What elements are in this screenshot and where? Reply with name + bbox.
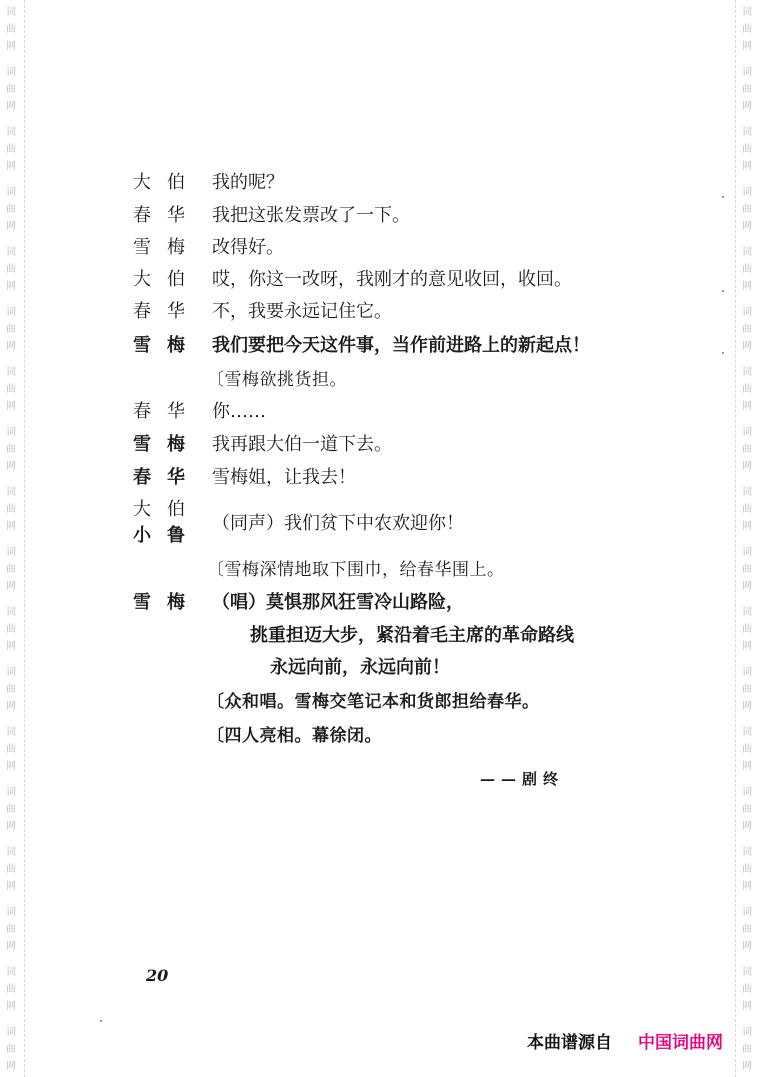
watermark-char: 网 (6, 1061, 16, 1072)
watermark-char: 曲 (742, 804, 752, 815)
watermark-char: 词 (742, 127, 752, 138)
watermark-char: 网 (6, 641, 16, 652)
watermark-char: 曲 (742, 684, 752, 695)
dialogue-line: （同声）我们贫下中农欢迎你！ (212, 513, 464, 534)
watermark-char: 词 (6, 547, 16, 558)
scan-speck (722, 352, 724, 354)
watermark-char: 曲 (742, 624, 752, 635)
speaker-label-top: 大伯 (133, 499, 201, 520)
watermark-char: 网 (6, 1001, 16, 1012)
watermark-char: 网 (742, 101, 752, 112)
watermark-char: 词 (6, 787, 16, 798)
watermark-char: 网 (742, 161, 752, 172)
left-watermark-column (2, 0, 20, 1077)
watermark-char: 曲 (6, 1044, 16, 1055)
watermark-char: 网 (742, 761, 752, 772)
watermark-char: 曲 (6, 924, 16, 935)
watermark-char: 网 (6, 701, 16, 712)
watermark-char: 词 (742, 1027, 752, 1038)
dialogue-line: 改得好。 (212, 237, 284, 258)
speaker-label: 春华 (133, 401, 201, 422)
dialogue-line: 我把这张发票改了一下。 (212, 205, 410, 226)
watermark-char: 曲 (742, 1044, 752, 1055)
left-edge-line (24, 0, 25, 1077)
watermark-char: 词 (742, 667, 752, 678)
watermark-char: 曲 (742, 264, 752, 275)
watermark-char: 词 (742, 367, 752, 378)
watermark-char: 词 (6, 127, 16, 138)
watermark-char: 网 (6, 821, 16, 832)
watermark-char: 词 (742, 67, 752, 78)
speaker-label: 春华 (133, 467, 201, 488)
watermark-char: 网 (742, 41, 752, 52)
speaker-label: 雪梅 (133, 434, 201, 455)
scan-speck (722, 290, 724, 292)
watermark-char: 词 (6, 7, 16, 18)
watermark-char: 网 (6, 401, 16, 412)
watermark-char: 曲 (6, 864, 16, 875)
song-line: （唱）莫惧那风狂雪冷山路险， (212, 592, 464, 613)
speaker-label: 春华 (133, 205, 201, 226)
watermark-char: 词 (742, 187, 752, 198)
watermark-char: 曲 (6, 204, 16, 215)
watermark-char: 词 (6, 487, 16, 498)
song-line: 永远向前，永远向前！ (270, 657, 450, 678)
watermark-char: 网 (6, 941, 16, 952)
watermark-char: 词 (742, 787, 752, 798)
watermark-char: 曲 (742, 924, 752, 935)
watermark-char: 词 (6, 907, 16, 918)
speaker-label: 春华 (133, 301, 201, 322)
watermark-char: 网 (6, 521, 16, 532)
watermark-char: 网 (742, 941, 752, 952)
watermark-char: 词 (742, 607, 752, 618)
dialogue-line: 我再跟大伯一道下去。 (212, 434, 392, 455)
watermark-char: 词 (742, 547, 752, 558)
watermark-char: 网 (6, 881, 16, 892)
dialogue-line: 我们要把今天这件事，当作前进路上的新起点！ (212, 335, 590, 356)
watermark-char: 曲 (742, 864, 752, 875)
watermark-char: 词 (6, 607, 16, 618)
watermark-char: 词 (6, 667, 16, 678)
right-watermark-column (738, 0, 756, 1077)
stage-direction: 〔雪梅欲挑货担。 (207, 370, 347, 390)
watermark-char: 词 (6, 367, 16, 378)
watermark-char: 词 (6, 67, 16, 78)
watermark-char: 曲 (742, 84, 752, 95)
watermark-char: 词 (6, 187, 16, 198)
watermark-char: 网 (742, 341, 752, 352)
watermark-char: 曲 (6, 24, 16, 35)
watermark-char: 网 (6, 101, 16, 112)
speaker-label: 雪梅 (133, 592, 201, 613)
watermark-char: 曲 (6, 324, 16, 335)
scan-speck (722, 196, 724, 198)
watermark-char: 曲 (742, 384, 752, 395)
dialogue-line: 你…… (212, 401, 266, 422)
dialogue-line: 我的呢？ (212, 172, 284, 193)
stage-direction: 〔四人亮相。幕徐闭。 (207, 726, 382, 746)
watermark-char: 曲 (742, 444, 752, 455)
watermark-char: 曲 (6, 144, 16, 155)
watermark-char: 曲 (742, 744, 752, 755)
watermark-char: 曲 (6, 504, 16, 515)
speaker-label: 大伯 (133, 269, 201, 290)
speaker-label: 雪梅 (133, 237, 201, 258)
watermark-char: 网 (742, 461, 752, 472)
watermark-char: 网 (6, 41, 16, 52)
watermark-char: 曲 (742, 984, 752, 995)
watermark-char: 网 (6, 761, 16, 772)
watermark-char: 曲 (6, 384, 16, 395)
source-prefix: 本曲谱源自 (527, 1033, 612, 1053)
watermark-char: 网 (742, 401, 752, 412)
speaker-label-bottom: 小鲁 (133, 525, 201, 546)
watermark-char: 曲 (6, 984, 16, 995)
stage-direction: 〔众和唱。雪梅交笔记本和货郎担给春华。 (207, 692, 540, 712)
watermark-char: 词 (742, 307, 752, 318)
watermark-char: 网 (742, 701, 752, 712)
watermark-char: 曲 (6, 684, 16, 695)
watermark-char: 网 (742, 221, 752, 232)
watermark-char: 网 (6, 461, 16, 472)
stage-direction: 〔雪梅深情地取下围巾，给春华围上。 (207, 560, 505, 580)
watermark-char: 曲 (6, 264, 16, 275)
watermark-char: 词 (742, 847, 752, 858)
watermark-char: 网 (742, 821, 752, 832)
watermark-char: 曲 (6, 444, 16, 455)
watermark-char: 曲 (6, 624, 16, 635)
watermark-char: 曲 (742, 204, 752, 215)
watermark-char: 词 (6, 307, 16, 318)
watermark-char: 词 (742, 907, 752, 918)
watermark-char: 词 (742, 247, 752, 258)
watermark-char: 曲 (6, 564, 16, 575)
right-edge-line (735, 0, 736, 1077)
speaker-label: 雪梅 (133, 335, 201, 356)
scan-speck (100, 1020, 102, 1022)
watermark-char: 网 (742, 1001, 752, 1012)
watermark-char: 曲 (742, 504, 752, 515)
end-mark: ——剧终 (480, 770, 565, 788)
watermark-char: 网 (742, 521, 752, 532)
song-line: 挑重担迈大步，紧沿着毛主席的革命路线 (250, 625, 574, 646)
watermark-char: 曲 (6, 804, 16, 815)
watermark-char: 网 (6, 221, 16, 232)
dialogue-line: 不，我要永远记住它。 (212, 301, 392, 322)
watermark-char: 网 (742, 1061, 752, 1072)
watermark-char: 词 (6, 727, 16, 738)
dialogue-line: 雪梅姐，让我去！ (212, 467, 356, 488)
watermark-char: 词 (6, 847, 16, 858)
watermark-char: 词 (6, 967, 16, 978)
watermark-char: 网 (6, 341, 16, 352)
watermark-char: 词 (742, 7, 752, 18)
page-number: 20 (146, 966, 169, 985)
source-brand-link[interactable]: 中国词曲网 (638, 1033, 723, 1053)
watermark-char: 网 (742, 581, 752, 592)
watermark-char: 曲 (6, 744, 16, 755)
watermark-char: 词 (742, 427, 752, 438)
watermark-char: 曲 (742, 324, 752, 335)
watermark-char: 网 (6, 161, 16, 172)
watermark-char: 曲 (742, 24, 752, 35)
watermark-char: 词 (6, 427, 16, 438)
watermark-char: 网 (6, 281, 16, 292)
watermark-char: 网 (742, 641, 752, 652)
watermark-char: 网 (742, 281, 752, 292)
watermark-char: 网 (742, 881, 752, 892)
watermark-char: 曲 (6, 84, 16, 95)
watermark-char: 曲 (742, 144, 752, 155)
watermark-char: 网 (6, 581, 16, 592)
watermark-char: 词 (6, 247, 16, 258)
watermark-char: 词 (6, 1027, 16, 1038)
watermark-char: 词 (742, 967, 752, 978)
watermark-char: 词 (742, 727, 752, 738)
watermark-char: 词 (742, 487, 752, 498)
speaker-label: 大伯 (133, 172, 201, 193)
dialogue-line: 哎，你这一改呀，我刚才的意见收回，收回。 (212, 269, 572, 290)
watermark-char: 曲 (742, 564, 752, 575)
